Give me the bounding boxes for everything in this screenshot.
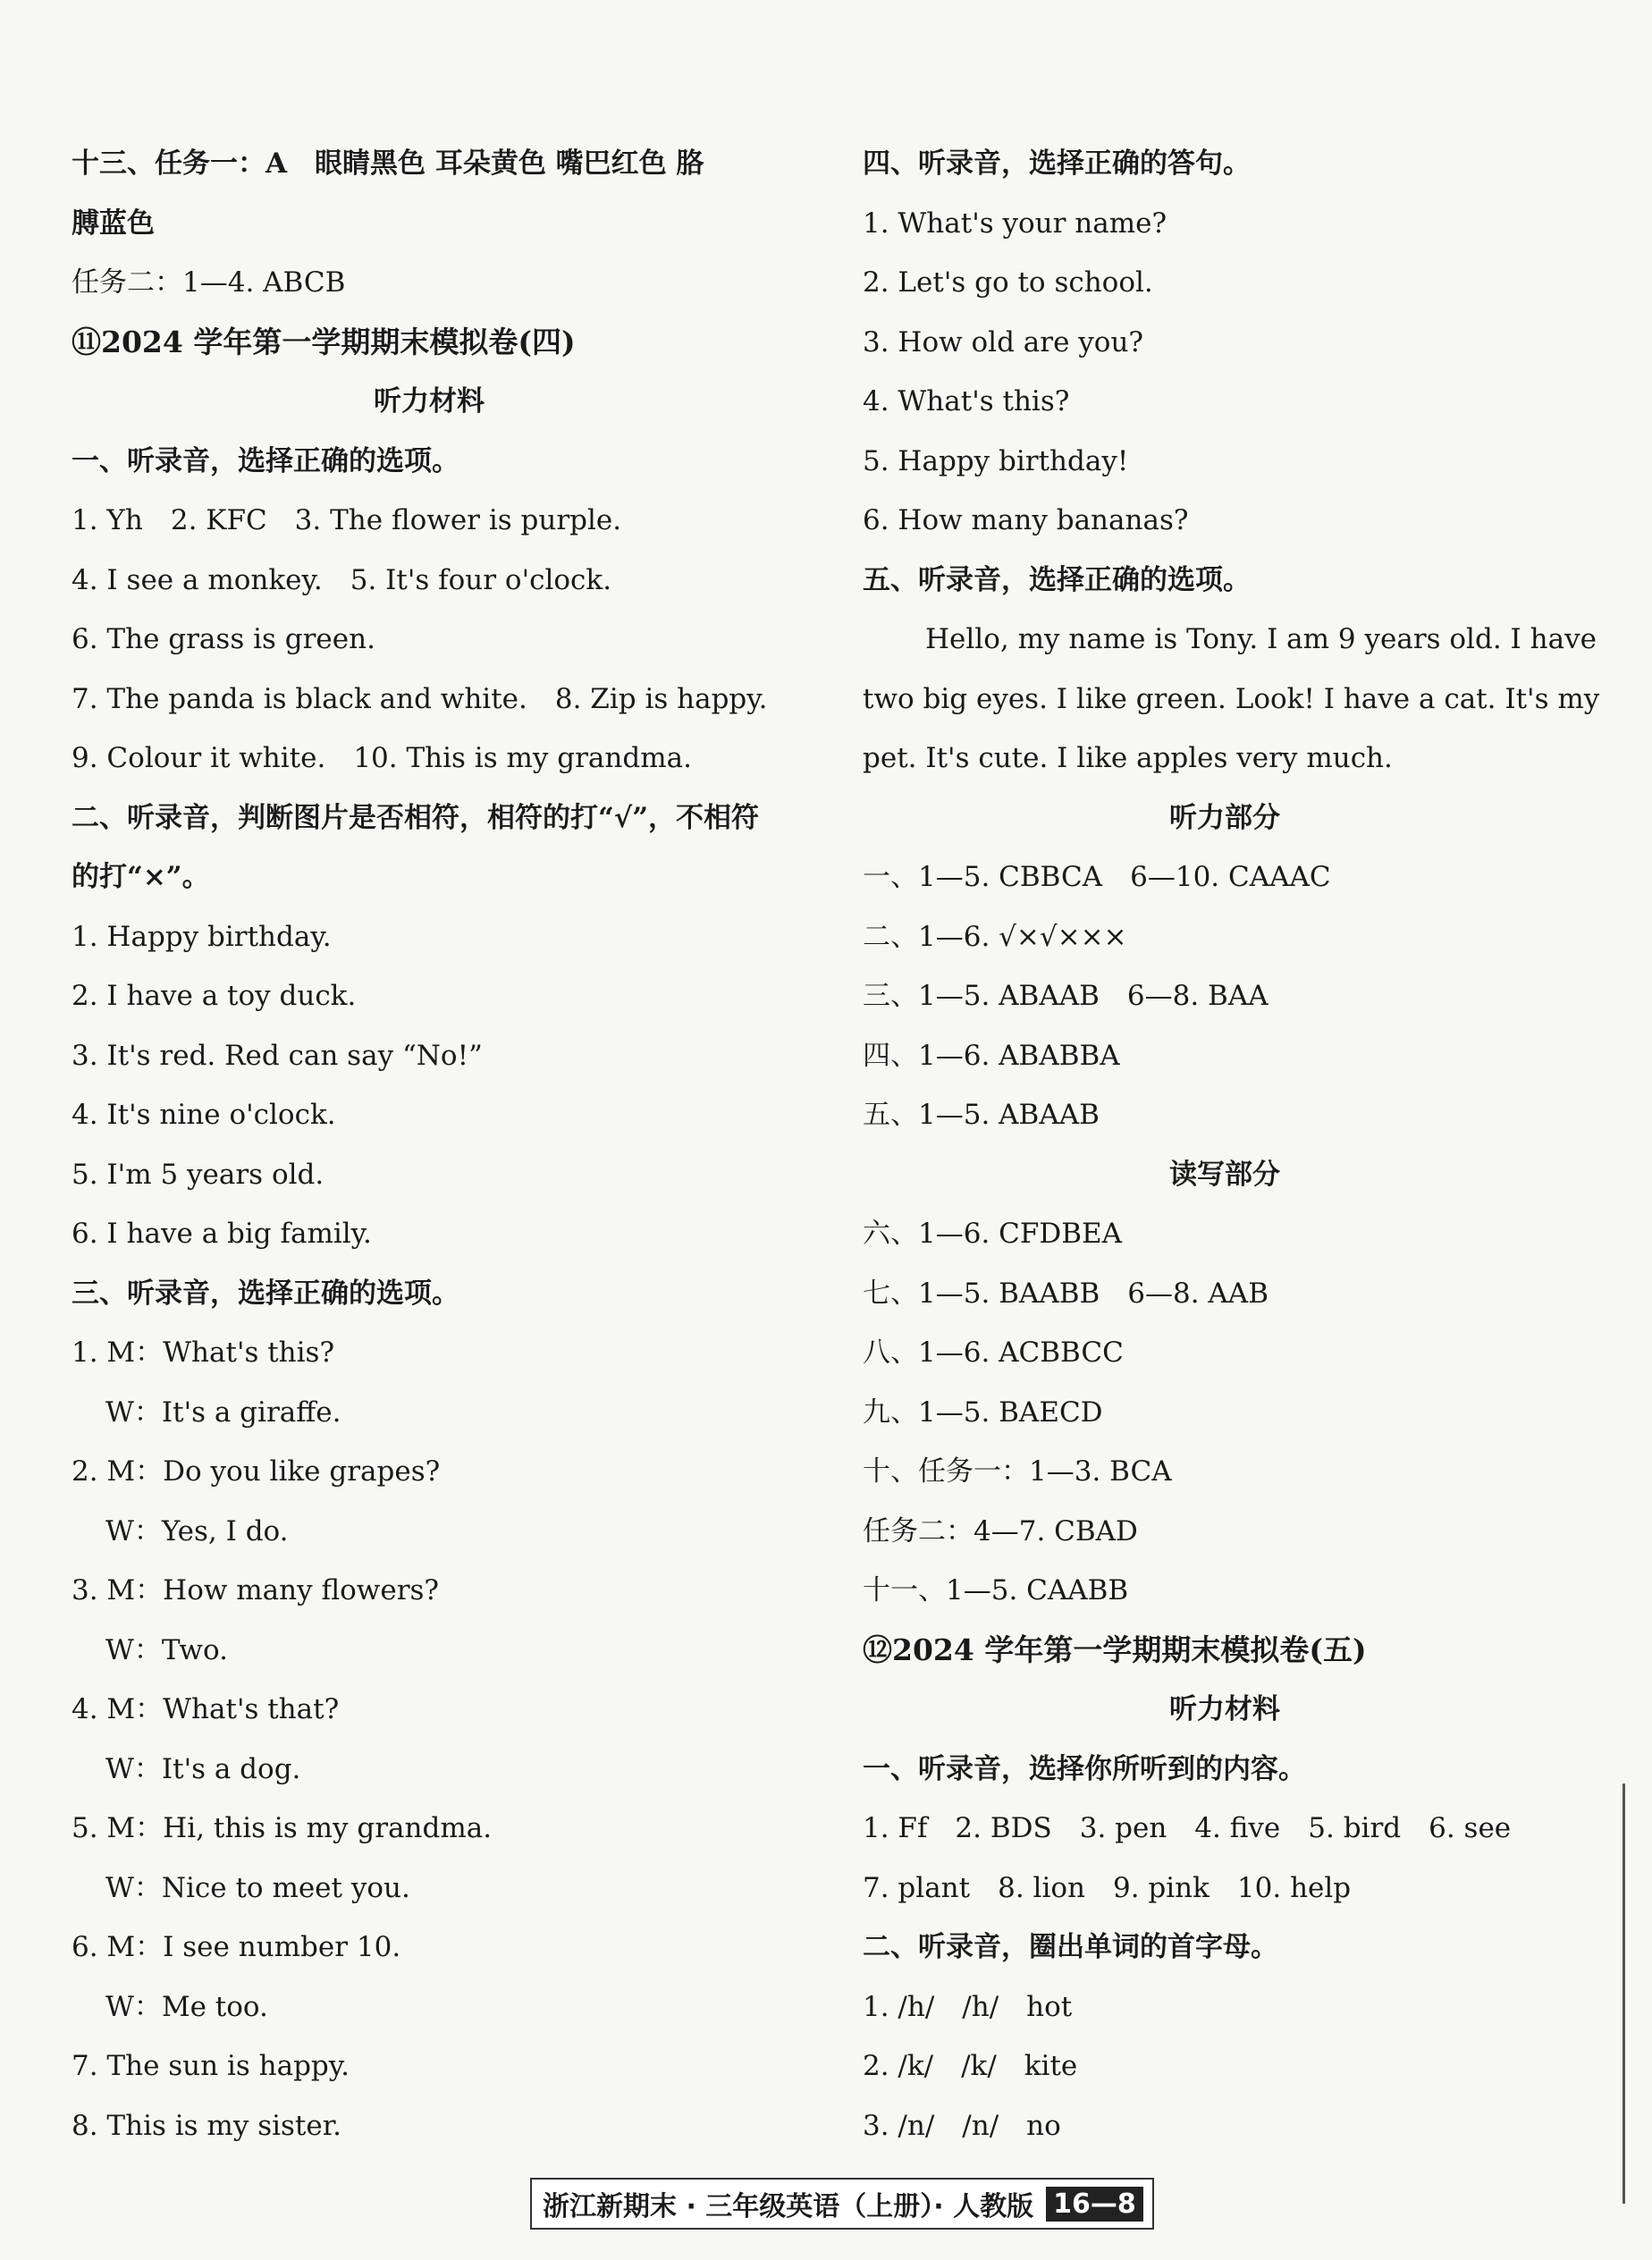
footer-title: 浙江新期末 · 三年级英语（上册）· 人教版 [543, 2191, 1034, 2222]
text-line: 5. I'm 5 years old. [72, 1158, 324, 1191]
subsection-title: 读写部分 [1169, 1158, 1280, 1191]
text-line: 6. The grass is green. [72, 623, 375, 655]
section-heading: 二、听录音，判断图片是否相符，相符的打“√”，不相符 [72, 801, 760, 834]
text-line: 4. M：What's that? [72, 1693, 340, 1725]
text-line: 7. plant 8. lion 9. pink 10. help [863, 1871, 1352, 1904]
text-line: 3. /n/ /n/ no [863, 2109, 1061, 2142]
paper-title: ⑪2024 学年第一学期期末模拟卷(四) [72, 324, 576, 359]
text-line: 十、任务一：1—3. BCA [863, 1455, 1172, 1488]
text-line: 2. /k/ /k/ kite [863, 2050, 1078, 2082]
text-line: W：Two. [105, 1633, 228, 1666]
text-line: 3. How old are you? [863, 325, 1144, 358]
section-heading: 一、听录音，选择你所听到的内容。 [863, 1752, 1306, 1785]
text-line: 五、1—5. ABAAB [863, 1099, 1100, 1131]
text-line: 四、1—6. ABABBA [863, 1039, 1120, 1072]
text-line: 6. I have a big family. [72, 1218, 372, 1250]
section-heading: 五、听录音，选择正确的选项。 [863, 563, 1251, 596]
text-line: 5. M：Hi, this is my grandma. [72, 1812, 493, 1844]
text-line: 9. Colour it white. 10. This is my grandma. [72, 742, 692, 774]
text-line: 六、1—6. CFDBEA [863, 1218, 1123, 1250]
text-line: 三、1—5. ABAAB 6—8. BAA [863, 980, 1268, 1012]
left-column [72, 134, 787, 2155]
text-line: 七、1—5. BAABB 6—8. AAB [863, 1277, 1268, 1310]
text-line: 6. M：I see number 10. [72, 1931, 401, 1963]
text-line: W：It's a dog. [105, 1752, 301, 1785]
text-line: W：It's a giraffe. [105, 1396, 341, 1429]
subsection-title: 听力材料 [1169, 1693, 1280, 1725]
section-heading: 三、听录音，选择正确的选项。 [72, 1277, 459, 1310]
text-line: 1. Happy birthday. [72, 920, 332, 953]
text-line: 二、1—6. √×√××× [863, 920, 1127, 953]
text-line: 1. What's your name? [863, 207, 1167, 240]
text-line: W：Yes, I do. [105, 1514, 289, 1547]
section-heading: 二、听录音，圈出单词的首字母。 [863, 1931, 1278, 1963]
text-line: 1. /h/ /h/ hot [863, 1990, 1073, 2023]
page-footer [530, 2178, 1154, 2230]
text-line: 3. It's red. Red can say “No!” [72, 1039, 483, 1072]
text-line: 5. Happy birthday! [863, 444, 1129, 477]
text-line: 八、1—6. ACBBCC [863, 1337, 1124, 1369]
text-line: 3. M：How many flowers? [72, 1574, 440, 1606]
text-line: 4. It's nine o'clock. [72, 1099, 336, 1131]
text-line: 2. I have a toy duck. [72, 980, 357, 1012]
subsection-title: 听力部分 [1169, 801, 1280, 834]
text-line: 4. What's this? [863, 385, 1070, 417]
margin-rule [1622, 1784, 1625, 2204]
text-line: 十一、1—5. CAABB [863, 1574, 1129, 1606]
section-heading: 的打“×”。 [72, 861, 210, 893]
section-heading: 一、听录音，选择正确的选项。 [72, 444, 459, 477]
text-line: 一、1—5. CBBCA 6—10. CAAAC [863, 861, 1331, 893]
page-number: 16—8 [1046, 2187, 1143, 2222]
text-line: 4. I see a monkey. 5. It's four o'clock. [72, 563, 612, 596]
text-line: two big eyes. I like green. Look! I have a cat. It's my [863, 682, 1600, 715]
text-line: 7. The sun is happy. [72, 2050, 350, 2082]
text-line: pet. It's cute. I like apples very much. [863, 742, 1393, 774]
text-line: 1. M：What's this? [72, 1337, 335, 1369]
section-heading: 膊蓝色 [72, 207, 155, 240]
right-column [863, 134, 1600, 2155]
text-line: 九、1—5. BAECD [863, 1396, 1103, 1429]
subsection-title: 听力材料 [374, 385, 485, 417]
text-line: 任务二：4—7. CBAD [863, 1514, 1138, 1547]
text-line: 任务二：1—4. ABCB [72, 266, 346, 299]
text-line: Hello, my name is Tony. I am 9 years old. I have [925, 623, 1597, 655]
paper-title: ⑫2024 学年第一学期期末模拟卷(五) [863, 1632, 1367, 1667]
text-line: 7. The panda is black and white. 8. Zip is happy. [72, 682, 768, 715]
section-heading: 十三、任务一：A 眼睛黑色 耳朵黄色 嘴巴红色 胳 [72, 148, 704, 180]
text-line: 1. Ff 2. BDS 3. pen 4. five 5. bird 6. see [863, 1812, 1512, 1844]
text-line: 8. This is my sister. [72, 2109, 341, 2142]
text-line: 1. Yh 2. KFC 3. The flower is purple. [72, 504, 622, 536]
text-line: 2. M：Do you like grapes? [72, 1455, 441, 1488]
text-line: 6. How many bananas? [863, 504, 1189, 536]
section-heading: 四、听录音，选择正确的答句。 [863, 148, 1251, 180]
text-line: 2. Let's go to school. [863, 266, 1153, 299]
text-line: W：Me too. [105, 1990, 268, 2023]
text-line: W：Nice to meet you. [105, 1871, 410, 1904]
